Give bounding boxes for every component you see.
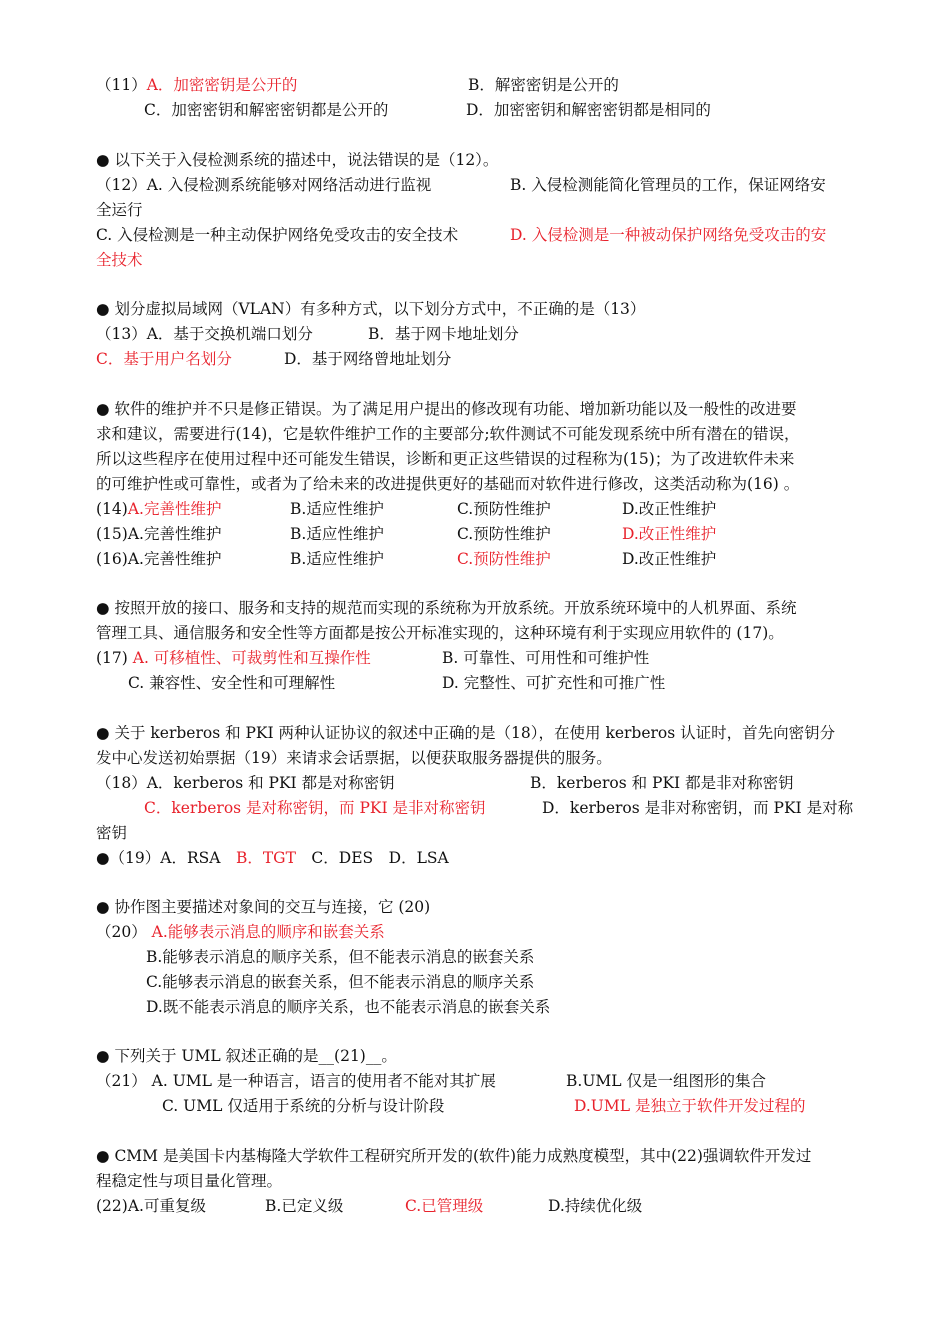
q17-option-b: B. 可靠性、可用性和可维护性	[442, 649, 650, 667]
q20-option-c: C.能够表示消息的嵌套关系，但不能表示消息的顺序关系	[146, 973, 535, 991]
q15-option-b: B.适应性维护	[290, 525, 384, 543]
q12-option-d-cont: 全技术	[96, 251, 143, 269]
q20-option-d: D.既不能表示消息的顺序关系，也不能表示消息的嵌套关系	[146, 998, 551, 1016]
q18-stem-line-2: 发中心发送初始票据（19）来请求会话票据，以便获取服务器提供的服务。	[96, 749, 612, 767]
q20-prefix: （20）	[96, 923, 152, 941]
q14-number: (14)	[96, 500, 128, 518]
q19-options-line	[96, 846, 449, 871]
q14-option-c: C.预防性维护	[457, 500, 551, 518]
q20-stem: ● 协作图主要描述对象间的交互与连接，它 (20)	[96, 898, 431, 916]
q14-stem-line-1: ● 软件的维护并不只是修正错误。为了满足用户提出的修改现有功能、增加新功能以及一般性的改进要	[96, 400, 797, 418]
q18-option-d-cont: 密钥	[96, 824, 128, 842]
q17-option-a-line	[96, 646, 371, 671]
q19-option-b: B．TGT	[235, 849, 296, 867]
q21-option-c: C. UML 仅适用于系统的分析与设计阶段	[162, 1097, 445, 1115]
q13-option-b: B．基于网卡地址划分	[368, 325, 519, 343]
q22-stem-line-1: ● CMM 是美国卡内基梅隆大学软件工程研究所开发的(软件)能力成熟度模型，其中(22)强调软件开发过	[96, 1147, 812, 1165]
q21-stem: ● 下列关于 UML 叙述正确的是__(21)__。	[96, 1047, 397, 1065]
q13-stem: ● 划分虚拟局域网（VLAN）有多种方式，以下划分方式中，不正确的是（13）	[96, 300, 646, 318]
q12-option-d: D. 入侵检测是一种被动保护网络免受攻击的安	[510, 226, 827, 244]
q12-option-b: B. 入侵检测能简化管理员的工作，保证网络安	[510, 176, 826, 194]
q22-stem-line-2: 程稳定性与项目量化管理。	[96, 1172, 283, 1190]
q19-options-cd: C．DES D．LSA	[311, 849, 449, 867]
q16-option-a-line	[96, 547, 221, 572]
q16-option-d: D.改正性维护	[622, 550, 717, 568]
q17-option-d: D. 完整性、可扩充性和可推广性	[442, 674, 666, 692]
q18-option-b: B．kerberos 和 PKI 都是非对称密钥	[530, 774, 794, 792]
q16-option-b: B.适应性维护	[290, 550, 384, 568]
q15-option-a: A.完善性维护	[127, 525, 222, 543]
q21-option-a: （21） A. UML 是一种语言，语言的使用者不能对其扩展	[96, 1072, 496, 1090]
q14-option-a: A.完善性维护	[127, 500, 222, 518]
q15-option-d: D.改正性维护	[622, 525, 717, 543]
q12-stem: ● 以下关于入侵检测系统的描述中，说法错误的是（12）。	[96, 151, 499, 169]
q17-option-a: A. 可移植性、可裁剪性和互操作性	[132, 649, 371, 667]
q19-option-a: ●（19）A．RSA	[96, 849, 221, 867]
q22-option-d: D.持续优化级	[548, 1197, 643, 1215]
q13-option-a: （13）A．基于交换机端口划分	[96, 325, 313, 343]
q17-option-c: C. 兼容性、安全性和可理解性	[128, 674, 336, 692]
q16-option-a: A.完善性维护	[127, 550, 222, 568]
q13-option-d: D．基于网络曾地址划分	[284, 350, 452, 368]
q11-option-c: C．加密密钥和解密密钥都是公开的	[144, 101, 389, 119]
q14-stem-line-3: 所以这些程序在使用过程中还可能发生错误，诊断和更正这些错误的过程称为(15)；为了改进软件未来	[96, 450, 795, 468]
q21-option-d: D.UML 是独立于软件开发过程的	[574, 1097, 806, 1115]
q11-option-a-line	[96, 73, 297, 98]
q11-option-d: D．加密密钥和解密密钥都是相同的	[466, 101, 711, 119]
q17-stem-line-2: 管理工具、通信服务和安全性等方面都是按公开标准实现的，这种环境有利于实现应用软件的 (17)。	[96, 624, 784, 642]
q18-option-c: C．kerberos 是对称密钥，而 PKI 是非对称密钥	[144, 799, 486, 817]
q11-option-a: A．加密密钥是公开的	[146, 76, 298, 94]
q15-option-a-line	[96, 522, 221, 547]
q15-number: (15)	[96, 525, 128, 543]
q16-option-c: C.预防性维护	[457, 550, 551, 568]
q11-option-b: B．解密密钥是公开的	[468, 76, 619, 94]
q12-option-a: （12）A. 入侵检测系统能够对网络活动进行监视	[96, 176, 432, 194]
q17-stem-line-1: ● 按照开放的接口、服务和支持的规范而实现的系统称为开放系统。开放系统环境中的人机界面、系统	[96, 599, 797, 617]
q13-option-c: C．基于用户名划分	[96, 350, 232, 368]
q22-option-b: B.已定义级	[265, 1197, 344, 1215]
q12-option-b-cont: 全运行	[96, 201, 143, 219]
q22-option-c: C.已管理级	[405, 1197, 484, 1215]
q14-option-d: D.改正性维护	[622, 500, 717, 518]
q21-option-b: B.UML 仅是一组图形的集合	[566, 1072, 766, 1090]
q20-option-a: A.能够表示消息的顺序和嵌套关系	[151, 923, 385, 941]
q11-prefix: （11）	[96, 76, 147, 94]
q14-stem-line-2: 求和建议，需要进行(14)，它是软件维护工作的主要部分;软件测试不可能发现系统中所有潜在的错误，	[96, 425, 800, 443]
q16-number: (16)	[96, 550, 128, 568]
q14-option-a-line	[96, 497, 221, 522]
q14-option-b: B.适应性维护	[290, 500, 384, 518]
q18-stem-line-1: ● 关于 kerberos 和 PKI 两种认证协议的叙述中正确的是（18），在使用 kerberos 认证时，首先向密钥分	[96, 724, 836, 742]
q22-option-a: (22)A.可重复级	[96, 1197, 206, 1215]
q18-option-d: D．kerberos 是非对称密钥，而 PKI 是对称	[542, 799, 854, 817]
q15-option-c: C.预防性维护	[457, 525, 551, 543]
q17-prefix: (17)	[96, 649, 133, 667]
q14-stem-line-4: 的可维护性或可靠性，或者为了给未来的改进提供更好的基础而对软件进行修改，这类活动称为(16) 。	[96, 475, 800, 493]
q20-option-b: B.能够表示消息的顺序关系，但不能表示消息的嵌套关系	[146, 948, 535, 966]
q20-option-a-line	[96, 920, 385, 945]
q18-option-a: （18）A．kerberos 和 PKI 都是对称密钥	[96, 774, 395, 792]
q12-option-c: C. 入侵检测是一种主动保护网络免受攻击的安全技术	[96, 226, 459, 244]
